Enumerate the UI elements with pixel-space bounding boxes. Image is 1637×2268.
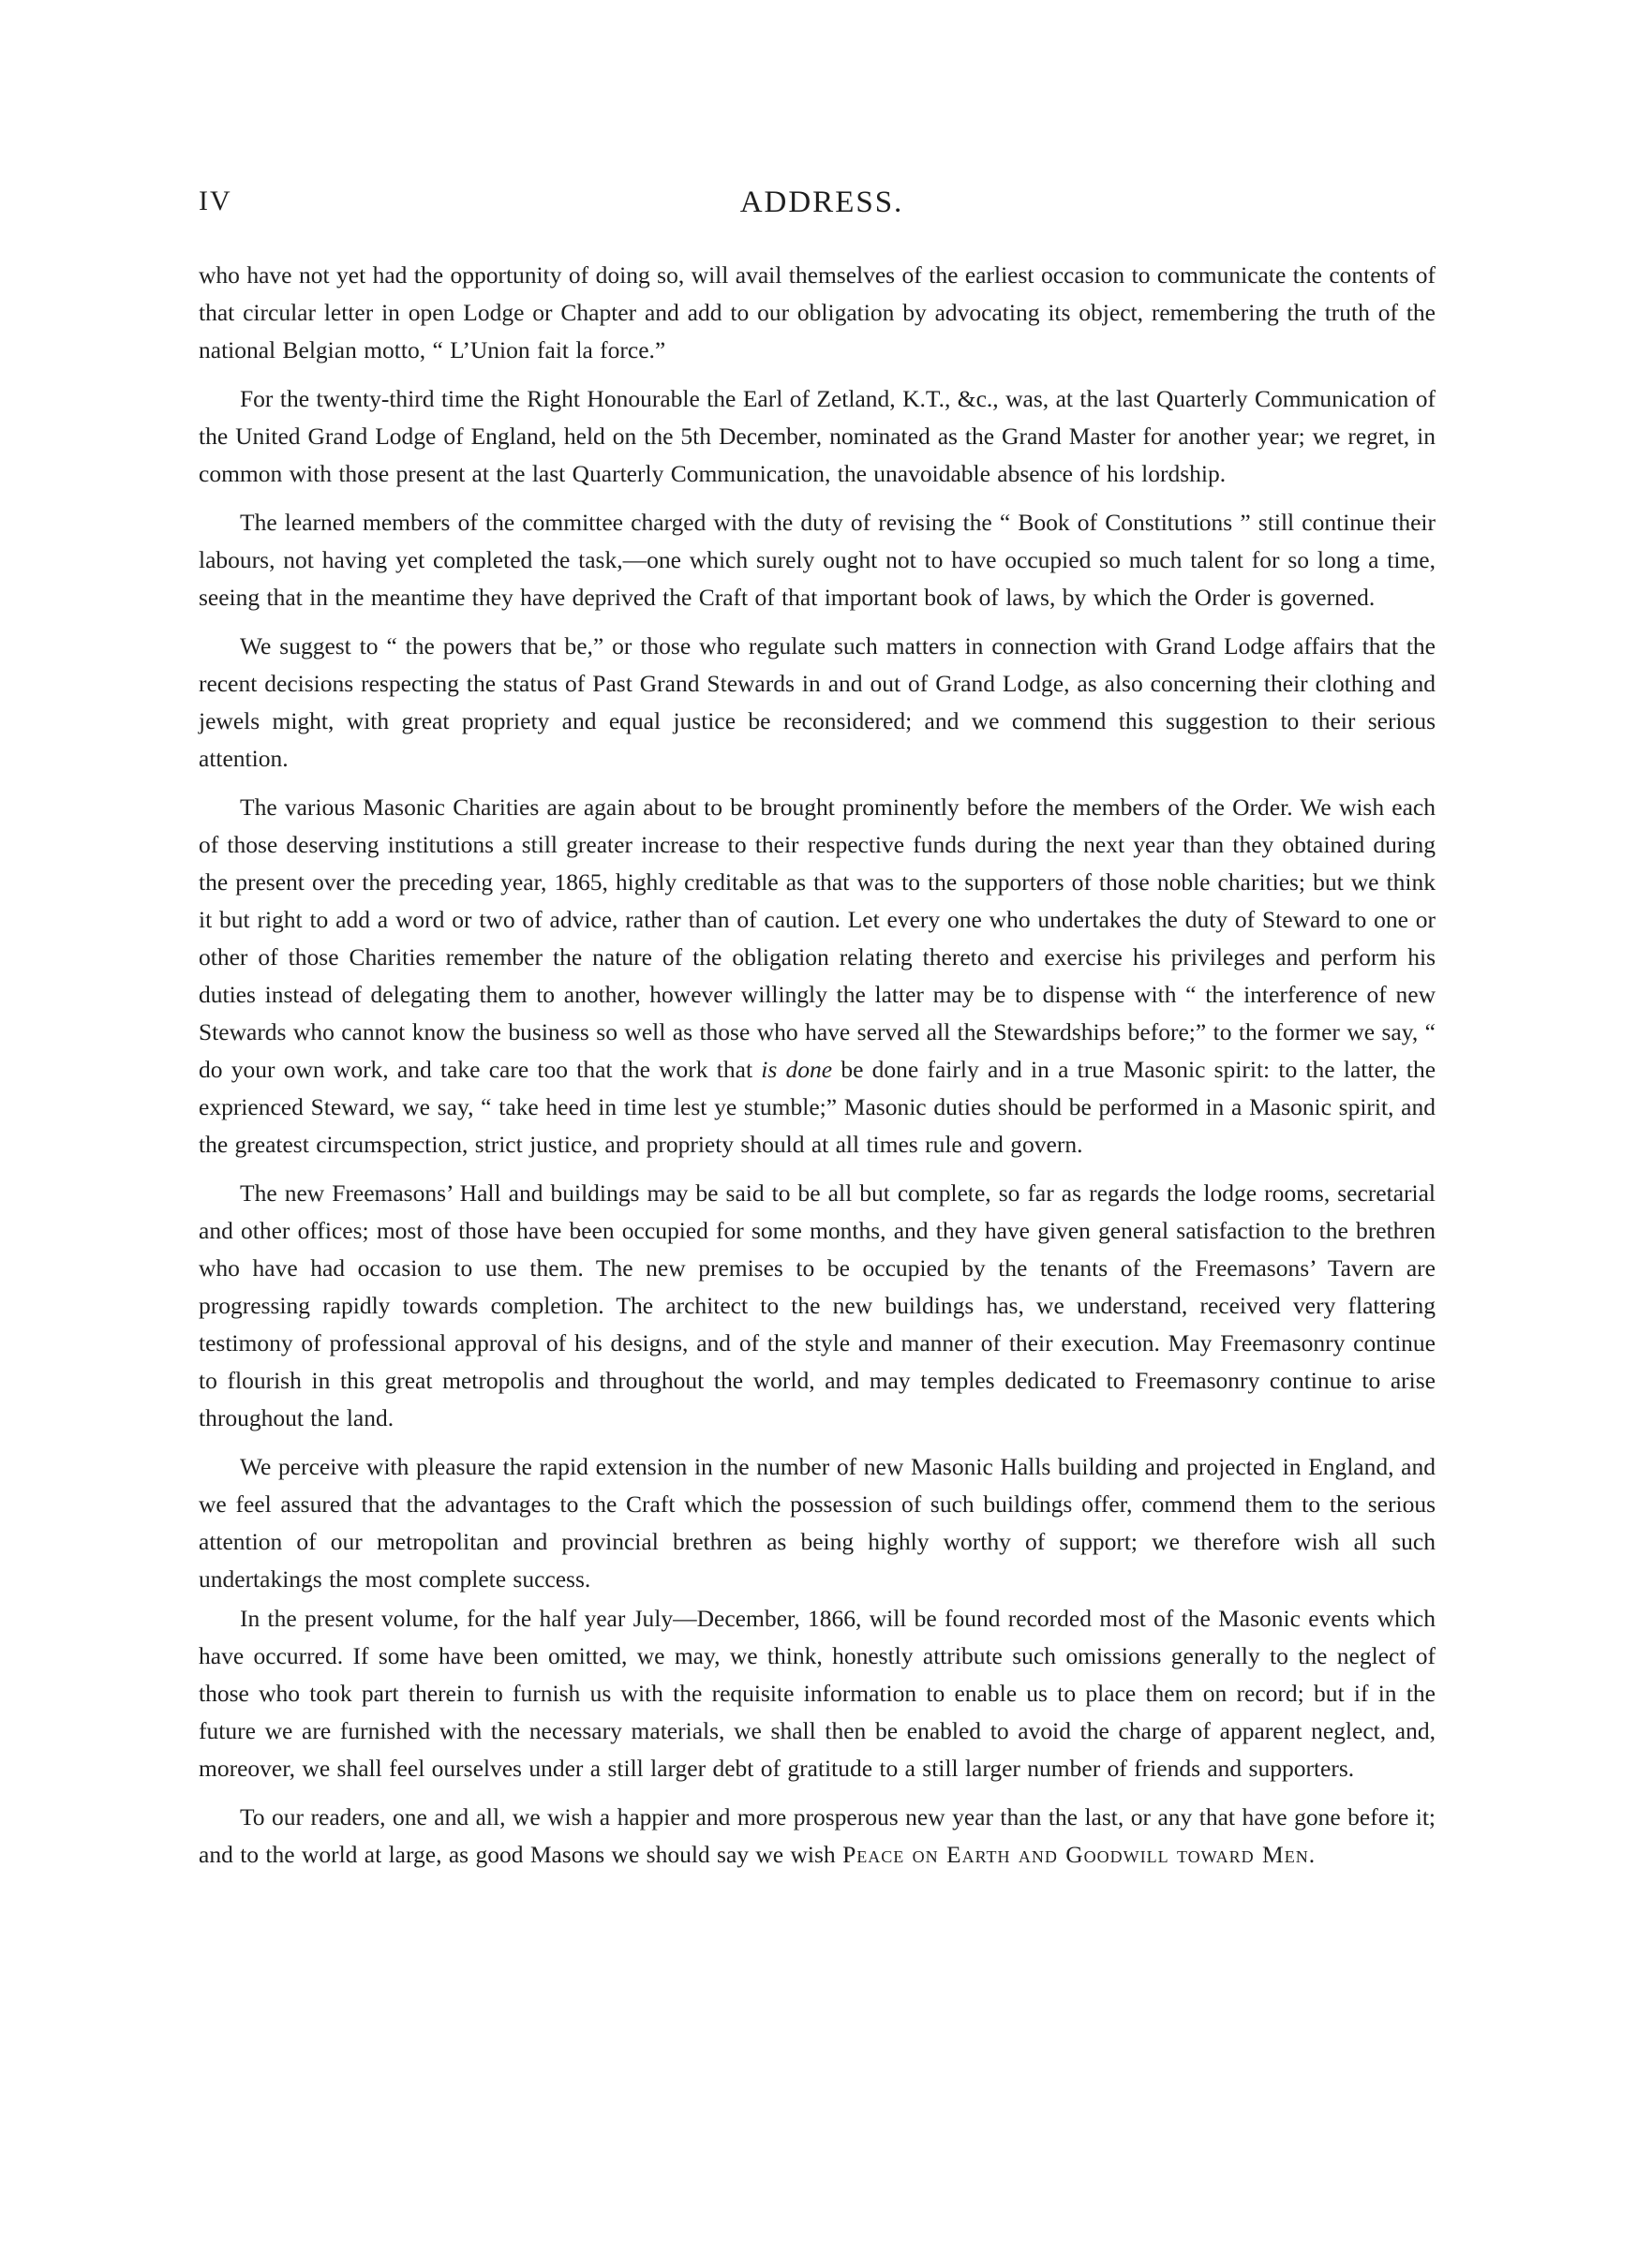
paragraph-7: We perceive with pleasure the rapid extension in the number of new Masonic Halls building and projected in England, and we feel assured that the advantages to the Craft which the possession of such buildings offer, commend them to the serious attention of our metropolitan and provincial brethren as being highly worthy of support; we therefore wish all such undertakings the most complete success. (199, 1453, 1436, 1593)
paragraph-1: who have not yet had the opportunity of doing so, will avail themselves of the earliest occasion to communicate the contents of that circular letter in open Lodge or Chapter and add to our obligation by advocating its object, remembering the truth of the national Belgian motto, “ L’Union fait la force.” (199, 261, 1436, 363)
paragraph-6: The new Freemasons’ Hall and buildings may be said to be all but complete, so far as regards the lodge rooms, secretarial and other offices; most of those have been occupied for some months, and they have given general satisfaction to the brethren who have had occasion to use them. The new premises to be occupied by the tenants of the Freemasons’ Tavern are progressing rapidly towards completion. The architect to the new buildings has, we understand, received very flattering testimony of professional approval of his designs, and of the style and manner of their execution. May Freemasonry continue to flourish in this great metropolis and throughout the world, and may temples dedicated to Freemasonry continue to arise throughout the land. (199, 1179, 1436, 1431)
paragraph-3: The learned members of the committee charged with the duty of revising the “ Book of Constitutions ” still continue their labours, not having yet completed the task,—one which surely ought not to have occupied so much talent for so long a time, seeing that in the meantime they have deprived the Craft of that important book of laws, by which the Order is governed. (199, 509, 1436, 611)
paragraph-5 (199, 789, 1436, 1164)
paragraph-9-text: To our readers, one and all, we wish a happier and more prosperous new year than the last, or any that have gone before it; and to the world at large, as good Masons we should say we wish (199, 1803, 1436, 1868)
body-text (199, 257, 1436, 1885)
closing-salutation: Peace on Earth and Goodwill toward Men. (842, 1841, 1317, 1868)
paragraph-5-part-2: be done fairly and in a true Masonic spirit: to the latter, the exprienced Steward, we say, “ take heed in time lest ye stumble;” Masonic duties should be performed in a Masonic spirit, and the greatest circumspection, strict justice, and propriety should at all times rule and govern. (199, 1056, 1436, 1158)
running-head: ADDRESS. (739, 185, 904, 219)
page-number: IV (199, 185, 232, 216)
paragraph-2: For the twenty-third time the Right Honourable the Earl of Zetland, K.T., &c., was, at the last Quarterly Communication of the United Grand Lodge of England, held on the 5th December, nominated as the Grand Master for another year; we regret, in common with those present at the last Quarterly Communication, the unavoidable absence of his lordship. (199, 385, 1436, 487)
paragraph-5-part-1: The various Masonic Charities are again about to be brought prominently before the members of the Order. We wish each of those deserving institutions a still greater increase to their respective funds during the next year than they obtained during the present over the preceding year, 1865, highly creditable as that was to the supporters of those noble charities; but we think it but right to add a word or two of advice, rather than of caution. Let every one who undertakes the duty of Steward to one or other of those Charities remember the nature of the obligation relating thereto and exercise his privileges and perform his duties instead of delegating them to another, however willingly the latter may be to dispense with “ the interference of new Stewards who cannot know the business so well as those who have served all the Stewardships before;” to the former we say, “ do your own work, and take care too that the work that (199, 793, 1436, 1083)
page-header (199, 185, 1445, 232)
paragraph-5-emphasis: is done (761, 1056, 833, 1083)
paragraph-9 (199, 1799, 1436, 1874)
paragraph-8: In the present volume, for the half year July—December, 1866, will be found recorded most of the Masonic events which have occurred. If some have been omitted, we may, we think, honestly attribute such omissions generally to the neglect of those who took part therein to furnish us with the requisite information to enable us to place them on record; but if in the future we are furnished with the necessary materials, we shall then be enabled to avoid the charge of apparent neglect, and, moreover, we shall feel ourselves under a still larger debt of gratitude to a still larger number of friends and supporters. (199, 1605, 1436, 1782)
paragraph-4: We suggest to “ the powers that be,” or those who regulate such matters in connection with Grand Lodge affairs that the recent decisions respecting the status of Past Grand Stewards in and out of Grand Lodge, as also concerning their clothing and jewels might, with great propriety and equal justice be reconsidered; and we commend this suggestion to their serious attention. (199, 632, 1436, 772)
